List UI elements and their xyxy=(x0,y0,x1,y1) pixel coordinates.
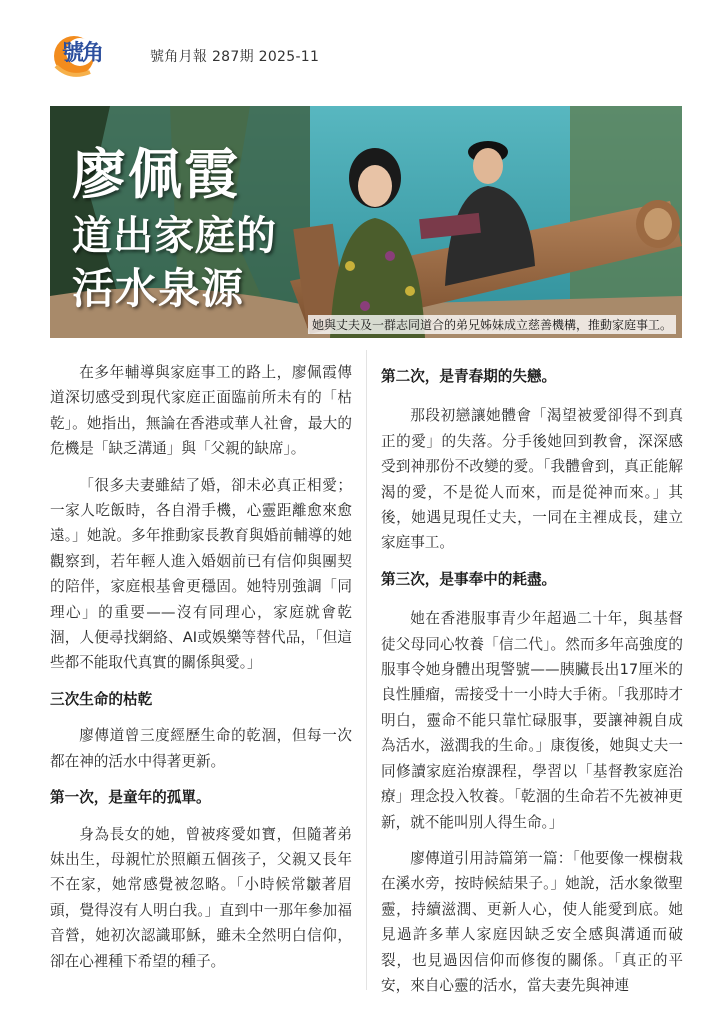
photo-caption: 她與丈夫及一群志同道合的弟兄姊妹成立慈善機構，推動家庭事工。 xyxy=(308,315,676,334)
hero-photo xyxy=(50,106,682,338)
hero-title-line1: 廖佩霞 xyxy=(72,143,240,206)
section-heading: 第三次，是事奉中的耗盡。 xyxy=(381,570,557,588)
article-paragraph: 身為長女的她，曾被疼愛如寶，但隨著弟妹出生，母親忙於照顧五個孩子，父親又長年不在家，她常感覺被忽略。「小時候常皺著眉頭，覺得沒有人明白我。」直到中一那年參加福音營，她初次認識耶穌，雖未全然明白信仰，卻在心裡種下希望的種子。 xyxy=(50,825,352,970)
column-divider xyxy=(366,350,367,990)
article-paragraph: 廖傳道引用詩篇第一篇：「他要像一棵樹栽在溪水旁，按時候結果子。」她說，活水象徵聖靈，持續滋潤、更新人心，使人能愛到底。她見過許多華人家庭因缺乏安全感與溝通而破裂，也見過因信仰而修復的關係。「真正的平安，來自心靈的活水，當夫妻先與神連 xyxy=(381,849,683,994)
article-paragraph: 在多年輔導與家庭事工的路上，廖佩霞傳道深切感受到現代家庭正面臨前所未有的「枯乾」。她指出，無論在香港或華人社會，最大的危機是「缺乏溝通」與「父親的缺席」。 xyxy=(50,364,352,458)
article-paragraph: 那段初戀讓她體會「渴望被愛卻得不到真正的愛」的失落。分手後她回到教會，深深感受到神那份不改變的愛。「我體會到，真正能解渴的愛，不是從人而來，而是從神而來。」其後，她遇見現任丈夫，一同在主裡成長，建立家庭事工。 xyxy=(381,407,683,552)
right-article-column xyxy=(381,364,683,1009)
logo-text: 號角 xyxy=(62,40,103,66)
section-heading: 第二次，是青春期的失戀。 xyxy=(381,368,557,385)
left-article-column xyxy=(50,360,352,985)
issue-line: 號角月報 287期 2025-11 xyxy=(150,49,320,65)
article-paragraph: 廖傳道曾三度經歷生命的乾涸，但每一次都在神的活水中得著更新。 xyxy=(50,727,352,770)
section-heading: 第一次，是童年的孤單。 xyxy=(50,789,211,807)
hero-title-line2: 道出家庭的 xyxy=(72,213,277,259)
page-header xyxy=(50,26,670,86)
article-paragraph: 「很多夫妻雖結了婚，卻未必真正相愛；一家人吃飯時，各自滑手機，心靈距離愈來愈遠。」她說。多年推動家長教育與婚前輔導的她觀察到，若年輕人進入婚姻前已有信仰與團契的陪伴，家庭根基會更穩固。她特別強調「同理心」的重要——沒有同理心，家庭就會乾涸，人便尋找網絡、AI或娛樂等替代品，「但這些都不能取代真實的關係與愛。」 xyxy=(50,476,352,672)
section-heading: 三次生命的枯乾 xyxy=(50,690,153,708)
article-paragraph: 她在香港服事青少年超過二十年，與基督徒父母同心牧養「信二代」。然而多年高強度的服事令她身體出現警號——胰臟長出17厘米的良性腫瘤，需接受十一小時大手術。「我那時才明白，靈命不能只靠忙碌服事，要讓神親自成為活水，滋潤我的生命。」康復後，她與丈夫一同修讀家庭治療課程，學習以「基督教家庭治療」理念投入牧養。「乾涸的生命若不先被神更新，就不能叫別人得生命。」 xyxy=(381,610,683,831)
hero-title-line3: 活水泉源 xyxy=(72,264,245,313)
